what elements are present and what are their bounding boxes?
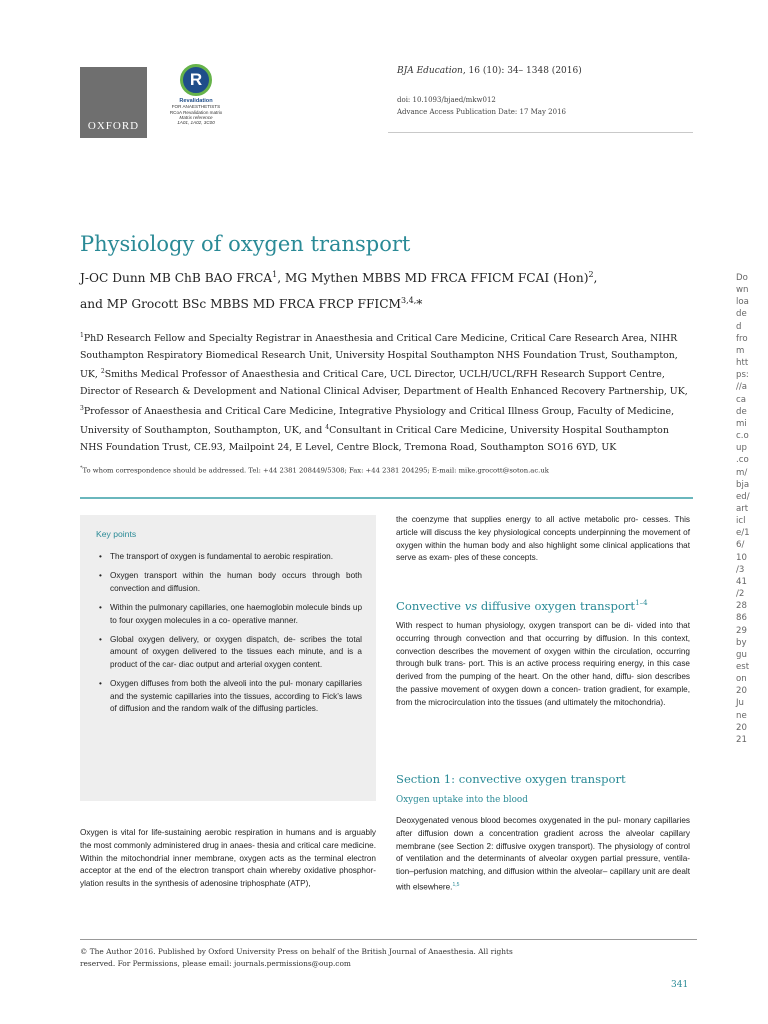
- watermark-fragment: /2: [736, 589, 745, 600]
- superscript: 1–4: [635, 599, 648, 608]
- text-run: Smiths Medical Professor of Anaesthesia and Critical Care, UCL Director, UCLH/UCL/RFH Research Support Centre, Director of Research & Development and National Clinical Adviser, Department of Health Enhanced Recovery Partnership, UK,: [80, 369, 688, 398]
- text-run: PhD Research Fellow and Specialty Registrar in Anaesthesia and Critical Care Medicine, Critical Care Research Area, NIHR Southampton Respiratory Biomedical Research Unit, University Hospital Southampton NHS Foundation Trust, Southampton, UK,: [80, 333, 678, 381]
- superscript: 2: [100, 368, 105, 376]
- key-point-item: • The transport of oxygen is fundamental to aerobic respiration.: [98, 551, 362, 563]
- watermark-fragment: d: [736, 321, 742, 332]
- journal-name: BJA Education: [397, 66, 463, 76]
- text-run: Deoxygenated venous blood becomes oxygenated in the pul- monary capillaries after diffusion down a concentration gradient across the alveolar capillary membrane (see Section 2: diffusive oxygen transport). The physiology of control of ventilation and the determinants of alveolar oxygen partial pressure, ventila- tion–perfusion matching, and diffusion within the alveolar– capillary unit are dealt with elsewhere.: [396, 816, 690, 892]
- text-run: Professor of Anaesthesia and Critical Care Medicine, Integrative Physiology and Critical Illness Group, Faculty of Medicine, University of Southampton, Southampton, UK, and: [80, 405, 675, 437]
- italic-text: vs: [464, 599, 478, 613]
- superscript: 1: [80, 332, 84, 339]
- affiliations: [80, 328, 692, 457]
- text-run: Convective: [396, 599, 465, 613]
- copyright-line-1: © The Author 2016. Published by Oxford University Press on behalf of the British Journal of Anaesthesia. All rights: [80, 947, 513, 956]
- key-point-item: • Within the pulmonary capillaries, one haemoglobin molecule binds up to four oxygen molecules in a co- operative manner.: [98, 602, 362, 627]
- journal-citation: [397, 66, 582, 76]
- section-heading-convective-vs-diffusive: [396, 599, 648, 613]
- revalidation-badge-icon: [180, 64, 212, 96]
- revalidation-line-1: FOR ANAESTHETISTS: [171, 104, 221, 110]
- watermark-fragment: ps:: [736, 370, 749, 381]
- watermark-fragment: by: [736, 637, 747, 648]
- revalidation-line-4: 1A01, 1A02, 3C00: [177, 120, 215, 126]
- watermark-fragment: de: [736, 309, 747, 320]
- key-point-item: • Oxygen diffuses from both the alveoli into the pul- monary capillaries and the systemic capillaries into the tissues, according to Fick’s laws of diffusion and the random walk of the diffusing particles.: [98, 678, 362, 715]
- superscript: 2: [588, 270, 594, 279]
- text-run: and MP Grocott BSc MBBS MD FRCA FRCP FFICM: [80, 297, 402, 312]
- watermark-fragment: htt: [736, 358, 749, 369]
- watermark-fragment: ca: [736, 394, 746, 405]
- watermark-fragment: 28: [736, 601, 747, 612]
- watermark-fragment: wn: [736, 285, 749, 296]
- author-line-2: [80, 296, 422, 311]
- author-line-1: [80, 270, 597, 285]
- text-run: *: [416, 297, 423, 312]
- superscript: 1,5: [452, 881, 460, 888]
- watermark-fragment: icl: [736, 516, 746, 527]
- watermark-fragment: ne: [736, 710, 747, 721]
- watermark-fragment: 6/: [736, 540, 745, 551]
- watermark-fragment: Do: [736, 273, 748, 283]
- section-heading-convective-transport: Section 1: convective oxygen transport: [396, 772, 626, 786]
- watermark-fragment: de: [736, 406, 747, 417]
- watermark-fragment: /3: [736, 564, 745, 575]
- revalidation-line-2: RCoA Revalidation matrix: [169, 109, 223, 115]
- watermark-fragment: m: [736, 345, 745, 356]
- intro-paragraph-continued: the coenzyme that supplies energy to all active metabolic pro- cesses. This article will discuss the key physiological concepts underpinning the movement of oxygen within the human body and also highlight some clinical applications that serve as exam- ples of these concepts.: [396, 515, 690, 563]
- watermark-fragment: m/: [736, 467, 748, 478]
- text-run: To whom correspondence should be addressed. Tel: +44 2381 208449/5308; Fax: +44 2381 204295; E-mail: mike.grocott@soton.ac.uk: [82, 466, 549, 475]
- watermark-fragment: fro: [736, 333, 748, 344]
- key-point-item: • Oxygen transport within the human body occurs through both convection and diffusion.: [98, 570, 362, 595]
- watermark-fragment: e/1: [736, 528, 750, 539]
- subheading-oxygen-uptake: Oxygen uptake into the blood: [396, 795, 528, 805]
- watermark-fragment: up: [736, 443, 747, 454]
- oxford-logo: [80, 67, 147, 138]
- text-run: , MG Mythen MBBS MD FRCA FFICM FCAI (Hon): [277, 271, 589, 286]
- superscript: 4: [325, 424, 330, 432]
- copyright-line-2: reserved. For Permissions, please email: journals.permissions@oup.com: [80, 959, 351, 969]
- text-run: J-OC Dunn MB ChB BAO FRCA: [80, 271, 273, 286]
- paper-title: Physiology of oxygen transport: [80, 232, 411, 256]
- watermark-fragment: 20: [736, 686, 747, 697]
- download-watermark: [736, 272, 764, 746]
- watermark-fragment: bja: [736, 479, 750, 490]
- oxygen-uptake-paragraph: [396, 815, 690, 895]
- watermark-fragment: 86: [736, 613, 747, 624]
- doi-link[interactable]: doi: 10.1093/bjaed/mkw012: [397, 96, 496, 104]
- revalidation-logo: [163, 64, 229, 144]
- intro-paragraph: Oxygen is vital for life-sustaining aerobic respiration in humans and is arguably the most commonly administered drug in anaes- thesia and critical care medicine. Within the mitochondrial inner membrane, oxygen acts as the terminal electron acceptor at the end of the electron transport chain whereby oxidative phosphor- ylation results in the synthesis of adenosine triphosphate (ATP),: [80, 828, 376, 889]
- watermark-fragment: mi: [736, 418, 747, 429]
- oxford-logo-text: OXFORD: [87, 120, 140, 132]
- revalidation-line-3: Matrix reference: [179, 114, 213, 120]
- key-points-list: [94, 551, 362, 715]
- watermark-fragment: .co: [736, 455, 749, 466]
- watermark-fragment: ed/: [736, 491, 750, 502]
- watermark-fragment: 10: [736, 552, 747, 563]
- watermark-fragment: 29: [736, 625, 747, 636]
- page-number: 341: [671, 980, 689, 990]
- watermark-fragment: //a: [736, 382, 748, 393]
- watermark-fragment: art: [736, 503, 749, 514]
- watermark-fragment: c.o: [736, 431, 749, 442]
- watermark-fragment: est: [736, 662, 750, 672]
- watermark-fragment: loa: [736, 297, 749, 308]
- revalidation-name: Revalidation: [179, 98, 213, 104]
- watermark-fragment: on: [736, 674, 747, 685]
- publication-date: Advance Access Publication Date: 17 May 2016: [397, 108, 566, 116]
- text-run: diffusive oxygen transport: [477, 599, 636, 613]
- key-points-box: [80, 515, 376, 801]
- correspondence-note: [80, 465, 549, 474]
- text-run: ,: [593, 271, 598, 286]
- watermark-fragment: Ju: [736, 698, 744, 709]
- revalidation-badge-letter: R: [189, 70, 203, 89]
- superscript: 3: [80, 404, 84, 412]
- section-divider: [80, 497, 693, 499]
- superscript: 1: [272, 270, 278, 279]
- key-points-heading: Key points: [96, 529, 137, 539]
- watermark-fragment: 21: [736, 734, 747, 745]
- watermark-fragment: 20: [736, 722, 747, 733]
- convective-diffusive-paragraph: With respect to human physiology, oxygen transport can be di- vided into that occurring through convection and that occurring by diffusion. In this context, convection describes the movement of oxygen within the circulation, occurring through bulk trans- port. This is an active process requiring energy, in this case derived from the pumping of the heart. On the other hand, diffu- sion describes the passive movement of oxygen down a concen- tration gradient, for example, from the microcirculation into the tissues (and ultimately the mitochondria).: [396, 621, 690, 707]
- watermark-fragment: 41: [736, 576, 747, 587]
- text-run: Consultant in Critical Care Medicine, University Hospital Southampton NHS Foundation Trust, CE.93, Mailpoint 24, E Level, Centre Block, Tremona Road, Southampton SO16 6YD, UK: [80, 425, 669, 454]
- superscript: 3,4,: [401, 296, 417, 305]
- superscript: *: [80, 465, 83, 471]
- footer-divider: [80, 939, 697, 940]
- copyright-notice: [80, 946, 580, 971]
- journal-details: , 16 (10): 34– 1348 (2016): [462, 66, 582, 76]
- header-divider: [388, 132, 693, 133]
- key-point-item: • Global oxygen delivery, or oxygen dispatch, de- scribes the total amount of oxygen delivered to the tissues each minute, and is a product of the car- diac output and arterial oxygen content.: [98, 634, 362, 671]
- watermark-fragment: gu: [736, 649, 747, 660]
